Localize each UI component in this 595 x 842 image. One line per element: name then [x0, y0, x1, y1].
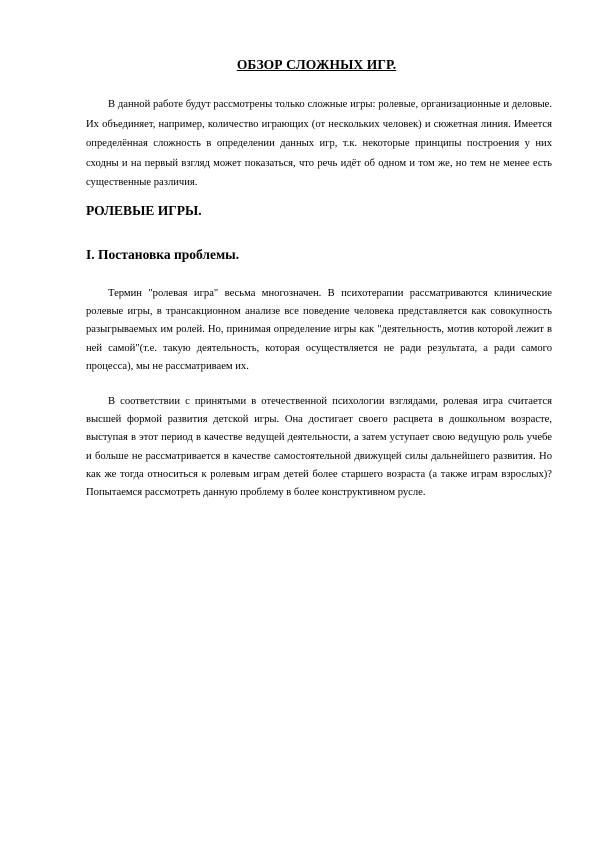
document-title: ОБЗОР СЛОЖНЫХ ИГР. [236, 57, 397, 72]
body-paragraph: Термин "ролевая игра" весьма многозначен. В психотерапии рассматриваются клинические ролевые игры, в трансакционном анализе все поведение человека представляется как совокупность разыгрываемых им ролей. Но, принимая определение игры как "деятельность, мотив которой лежит в ней самой"(т.е. такую деятельность, которая осуществляется не ради результата, а ради самого процесса), мы не рассматриваем их. [86, 288, 552, 372]
body-paragraph: В соответствии с принятыми в отечественной психологии взглядами, ролевая игра считается высшей формой развития детской игры. Она достигает своего расцвета в дошкольном возрасте, выступая в этот период в качестве ведущей деятельности, а затем уступает свою ведущую роль учебе и больше не рассматривается в качестве самостоятельной движущей силы дальнейшего развития. Но как же тогда относиться к ролевым играм детей более старшего возраста (а также играм взрослых)? Попытаемся рассмотреть данную проблему в более конструктивном русле. [86, 396, 552, 499]
intro-paragraph: В данной работе будут рассмотрены только сложные игры: ролевые, организационные и деловые. Их объединяет, например, количество играющих (от нескольких человек) и сюжетная линия. Имеется определённая сложность в определении данных игр, т.к. некоторые принципы построения у них сходны и на первый взгляд может показаться, что речь идёт об одном и том же, но тем не менее есть существенные различия. [86, 99, 552, 188]
subsection-heading: I. Постановка проблемы. [86, 247, 240, 262]
section-heading: РОЛЕВЫЕ ИГРЫ. [86, 203, 202, 218]
